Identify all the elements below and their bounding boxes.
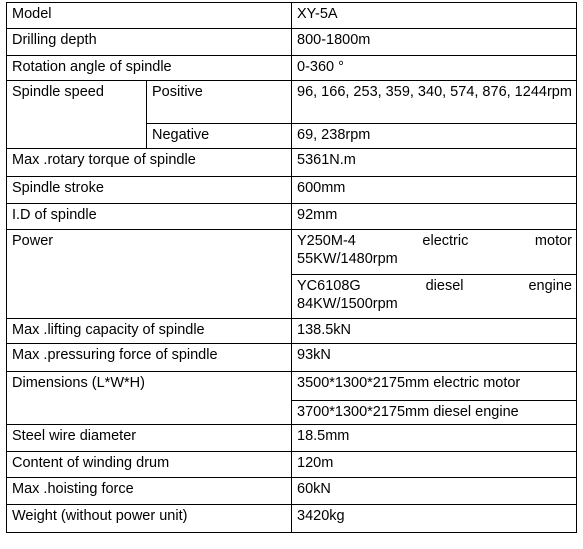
table-row <box>7 425 577 452</box>
table-row <box>7 372 577 401</box>
row-value: 138.5kN <box>292 319 577 344</box>
row-label: Weight (without power unit) <box>7 505 292 533</box>
power-diesel-value <box>292 275 577 319</box>
row-label: Rotation angle of spindle <box>7 56 292 81</box>
row-value: 600mm <box>292 177 577 204</box>
table-row <box>7 452 577 478</box>
row-value: 92mm <box>292 204 577 230</box>
specification-table <box>6 2 577 533</box>
power-diesel-line2: 84KW/1500rpm <box>297 296 398 312</box>
row-label: Dimensions (L*W*H) <box>7 372 292 425</box>
power-electric-line1: Y250M-4 electric motor <box>297 233 572 249</box>
power-diesel-line1: YC6108G diesel engine <box>297 278 572 294</box>
row-label: I.D of spindle <box>7 204 292 230</box>
row-label: Power <box>7 230 292 319</box>
sub-label: Negative <box>147 124 292 149</box>
row-value: 69, 238rpm <box>292 124 577 149</box>
row-value: 96, 166, 253, 359, 340, 574, 876, 1244rpm <box>292 81 577 124</box>
table-row <box>7 505 577 533</box>
row-value: 0-360 ° <box>292 56 577 81</box>
table-row <box>7 29 577 56</box>
table-row <box>7 149 577 177</box>
row-label: Spindle stroke <box>7 177 292 204</box>
table-row <box>7 3 577 29</box>
dimensions-diesel-value: 3700*1300*2175mm diesel engine <box>292 401 577 425</box>
table-row <box>7 56 577 81</box>
table-row <box>7 81 577 124</box>
table-row <box>7 319 577 344</box>
row-value: 800-1800m <box>292 29 577 56</box>
table-row <box>7 204 577 230</box>
row-label: Steel wire diameter <box>7 425 292 452</box>
dimensions-electric-value: 3500*1300*2175mm electric motor <box>292 372 577 401</box>
row-label: Max .lifting capacity of spindle <box>7 319 292 344</box>
row-label: Spindle speed <box>7 81 147 149</box>
table-row <box>7 344 577 372</box>
row-value: 120m <box>292 452 577 478</box>
row-label: Model <box>7 3 292 29</box>
row-label: Max .rotary torque of spindle <box>7 149 292 177</box>
row-value: 93kN <box>292 344 577 372</box>
power-electric-value <box>292 230 577 275</box>
row-value: 3420kg <box>292 505 577 533</box>
row-label: Max .hoisting force <box>7 478 292 505</box>
table-row <box>7 230 577 275</box>
table-row <box>7 177 577 204</box>
row-value: 5361N.m <box>292 149 577 177</box>
table-row <box>7 478 577 505</box>
row-value: 18.5mm <box>292 425 577 452</box>
row-value: 60kN <box>292 478 577 505</box>
sub-label: Positive <box>147 81 292 124</box>
row-label: Content of winding drum <box>7 452 292 478</box>
row-label: Drilling depth <box>7 29 292 56</box>
row-label: Max .pressuring force of spindle <box>7 344 292 372</box>
row-value: XY-5A <box>292 3 577 29</box>
power-electric-line2: 55KW/1480rpm <box>297 251 398 267</box>
